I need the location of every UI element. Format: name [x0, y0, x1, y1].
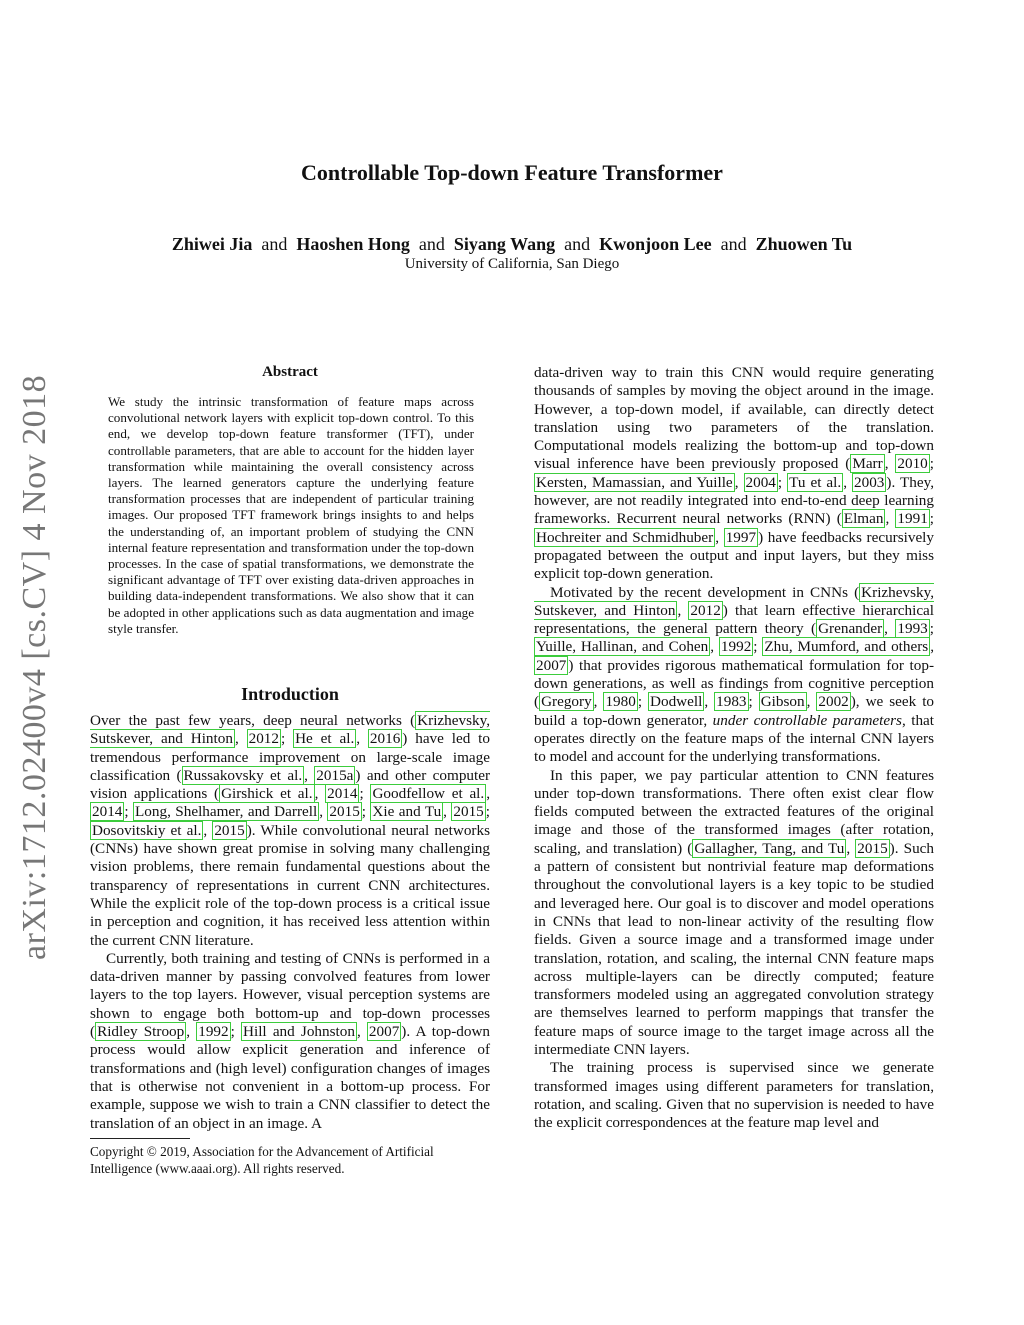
author-name: Siyang Wang — [453, 234, 556, 254]
abstract-text: We study the intrinsic transformation of feature maps across convolutional network layers with explicit top-down control. To this end, we develop top-down feature transformer (TFT), under controllable parameters, that are able to account for the hidden layer transformation while maintaining the overall consistency across layers. The learned generators capture the underlying feature transformation processes that are independent of particular training images. Our proposed TFT framework brings insights to and helps the understanding of, an important problem of studying the CNN internal feature representation and transformation under the top-down processes. In the case of spatial transformations, we demonstrate the significant advantage of TFT over existing data-driven approaches in building data-independent transformations. We also show that it can be adopted in other applications such as data augmentation and image style transfer. — [108, 394, 474, 636]
citation-link[interactable]: 2012 — [690, 601, 721, 619]
arxiv-stamp: arXiv:1712.02400v4 [cs.CV] 4 Nov 2018 — [16, 374, 53, 960]
citation-link[interactable]: Gregory — [541, 693, 592, 711]
author-name: Kwonjoon Lee — [599, 234, 712, 254]
citation-link[interactable]: 2014 — [327, 785, 358, 803]
citation-link[interactable]: Krizhevsky, Sutskever, and Hinton — [90, 712, 490, 748]
paragraph: Over the past few years, deep neural networks ( Krizhevsky, Sutskever, and Hinton , 2012 ; He et al. , 2016 ) have led to tremendous performance improvement on large-scale image classification ( Russakovsky et al. , 2015a ) and other computer vision applications ( Girshick et al. , 2014 ; Goodfellow et al. , 2014 ; Long, Shelhamer, and Darrell , 2015 ; Xie and Tu , 2015 ; Dosovitskiy et al. , 2015 ). While convolutional neural networks (CNNs) have shown great promise in solving many challenging vision problems, there remain fundamental questions about the transparency of representations in current CNN architectures. While the explicit role of the top-down process is a critical issue in perception and cognition, it has received less attention within the current CNN literature. — [90, 712, 491, 949]
citation-link[interactable]: Xie and Tu — [372, 803, 442, 821]
paragraph: data-driven way to train this CNN would require generating thousands of samples by moving the object around in the image. However, a top-down model, if available, can directly detect translation using two parameters of the translation. Computational models realizing the bottom-up and top-down visual inference have been previously proposed ( Marr , 2010 ; Kersten, Mamassian, and Yuille , 2004 ; Tu et al. , 2003 ). They, however, are not readily integrated into end-to-end deep learning frameworks. Recurrent neural networks (RNN) ( Elman , 1991 ; Hochreiter and Schmidhuber , 1997 ) have feedbacks recursively propagated between the output and input layers, but they miss explicit top-down generation. — [534, 364, 935, 583]
citation-link[interactable]: He et al. — [295, 730, 355, 748]
citation-link[interactable]: 2015 — [329, 803, 360, 821]
citation-link[interactable]: 1993 — [897, 620, 928, 638]
citation-link[interactable]: 2007 — [536, 656, 567, 674]
citation-link[interactable]: Kersten, Mamassian, and Yuille — [536, 473, 733, 491]
emphasis-text: under controllable parameters — [712, 711, 902, 729]
citation-link[interactable]: 1992 — [198, 1023, 229, 1041]
paragraph: In this paper, we pay particular attention to CNN features under top-down transformations. There often exist clear flow fields computed between the extracted features of the original image and those of the transformed images (after rotation, scaling, and translation) ( Gallagher, Tang, and Tu , 2015 ). Such a pattern of consistent but nontrivial feature map deformations throughout the convolutional layers is a key topic to be studied and leveraged here. Our goal is to discover and model operations in CNNs that lead to non-linear activity of the resulting flow fields. Given a source image and a transformed image under translation, rotation, and scaling, the internal CNN feature maps across multiple-layers can be directly computed; feature transformers modeled using an aggregated convolution strategy are themselves learned to perform mappings that transfer the feature maps of source image to the target image across all the intermediate CNN layers. — [534, 766, 935, 1058]
citation-link[interactable]: Hochreiter and Schmidhuber — [536, 528, 714, 546]
citation-link[interactable]: Russakovsky et al. — [183, 766, 303, 784]
citation-link[interactable]: 2004 — [745, 473, 776, 491]
introduction-heading: Introduction — [241, 684, 339, 704]
citation-link[interactable]: 2007 — [368, 1023, 400, 1041]
author-name: Zhiwei Jia — [171, 234, 253, 254]
citation-link[interactable]: Goodfellow et al. — [372, 785, 485, 803]
citation-link[interactable]: 2003 — [854, 473, 885, 491]
citation-link[interactable]: Marr — [852, 455, 883, 473]
citation-link[interactable]: Tu et al. — [789, 473, 842, 491]
citation-link[interactable]: 1983 — [716, 693, 747, 711]
citation-link[interactable]: 2012 — [248, 730, 279, 748]
abstract-heading: Abstract — [262, 364, 318, 380]
citation-link[interactable]: 2010 — [897, 455, 928, 473]
citation-link[interactable]: Dosovitskiy et al. — [92, 821, 202, 839]
citation-link[interactable]: Girshick et al. — [221, 785, 313, 803]
citation-link[interactable]: 1991 — [897, 510, 928, 528]
paper-title: Controllable Top-down Feature Transformer — [301, 160, 723, 185]
citation-link[interactable]: Dodwell — [650, 693, 703, 711]
citation-link[interactable]: Gibson — [760, 693, 805, 711]
citation-link[interactable]: Hill and Johnston — [243, 1023, 355, 1041]
citation-link[interactable]: 2015a — [316, 766, 354, 784]
footnote-rule — [90, 1138, 190, 1139]
citation-link[interactable]: 1992 — [720, 638, 752, 656]
citation-link[interactable]: 2014 — [92, 803, 123, 821]
affiliation: University of California, San Diego — [404, 256, 620, 272]
citation-link[interactable]: Ridley Stroop — [97, 1023, 185, 1041]
citation-link[interactable]: Krizhevsky, Sutskever, and Hinton — [534, 583, 934, 619]
author-name: Zhuowen Tu — [755, 234, 853, 254]
citation-link[interactable]: 2015 — [857, 839, 888, 857]
citation-link[interactable]: 2015 — [453, 803, 484, 821]
citation-link[interactable]: 2016 — [369, 730, 401, 748]
citation-link[interactable]: 2002 — [818, 693, 849, 711]
left-column — [90, 712, 490, 1133]
citation-link[interactable]: 1980 — [605, 693, 636, 711]
citation-link[interactable]: Grenander — [818, 620, 883, 638]
author-name: Haoshen Hong — [296, 234, 410, 254]
citation-link[interactable]: Long, Shelhamer, and Darrell — [135, 803, 318, 821]
paragraph: The training process is supervised since we generate transformed images using different parameters for translation, rotation, and scaling. Given that no supervision is needed to have the explicit correspondences at the feature map level and — [534, 1059, 934, 1132]
citation-link[interactable]: 1997 — [725, 528, 757, 546]
paragraph: Currently, both training and testing of CNNs is performed in a data-driven manner by passing convolved features from lower layers to the top layers. However, visual perception systems are shown to engage both bottom-up and top-down processes ( Ridley Stroop , 1992 ; Hill and Johnston , 2007 ). A top-down process would allow explicit generation and inference of transformations and (high level) configuration changes of images that is otherwise not convenient in a bottom-up process. For example, suppose we wish to train a CNN classifier to detect the translation of an object in an image. A — [90, 949, 491, 1132]
citation-link[interactable]: Gallagher, Tang, and Tu — [694, 839, 845, 857]
copyright-footnote: Copyright © 2019, Association for the Advancement of Artificial Intelligence (www.aaai.org). All rights reserved. — [90, 1144, 434, 1176]
citation-link[interactable]: Elman — [843, 510, 884, 528]
citation-link[interactable]: Yuille, Hallinan, and Cohen — [536, 638, 709, 656]
right-column — [534, 364, 934, 1132]
paragraph: Motivated by the recent development in CNNs ( Krizhevsky, Sutskever, and Hinton , 2012 ) that learn effective hierarchical representations, the general pattern theory ( Grenander , 1993 ; Yuille, Hallinan, and Cohen , 1992 ; Zhu, Mumford, and others , 2007 ) that provides rigorous mathematical formulation for top-down generations, as well as findings from cognitive perception ( Gregory , 1980 ; Dodwell , 1983 ; Gibson , 2002 ), we seek to build a top-down generator, under controllable parameters, that operates directly on the feature maps of the internal CNN layers to model and account for the underlying transformations. — [534, 583, 935, 766]
author-list: Zhiwei Jia and Haoshen Hong and Siyang Wang and Kwonjoon Lee and Zhuowen Tu — [171, 234, 853, 254]
citation-link[interactable]: 2015 — [214, 821, 245, 839]
citation-link[interactable]: Zhu, Mumford, and others — [764, 638, 929, 656]
